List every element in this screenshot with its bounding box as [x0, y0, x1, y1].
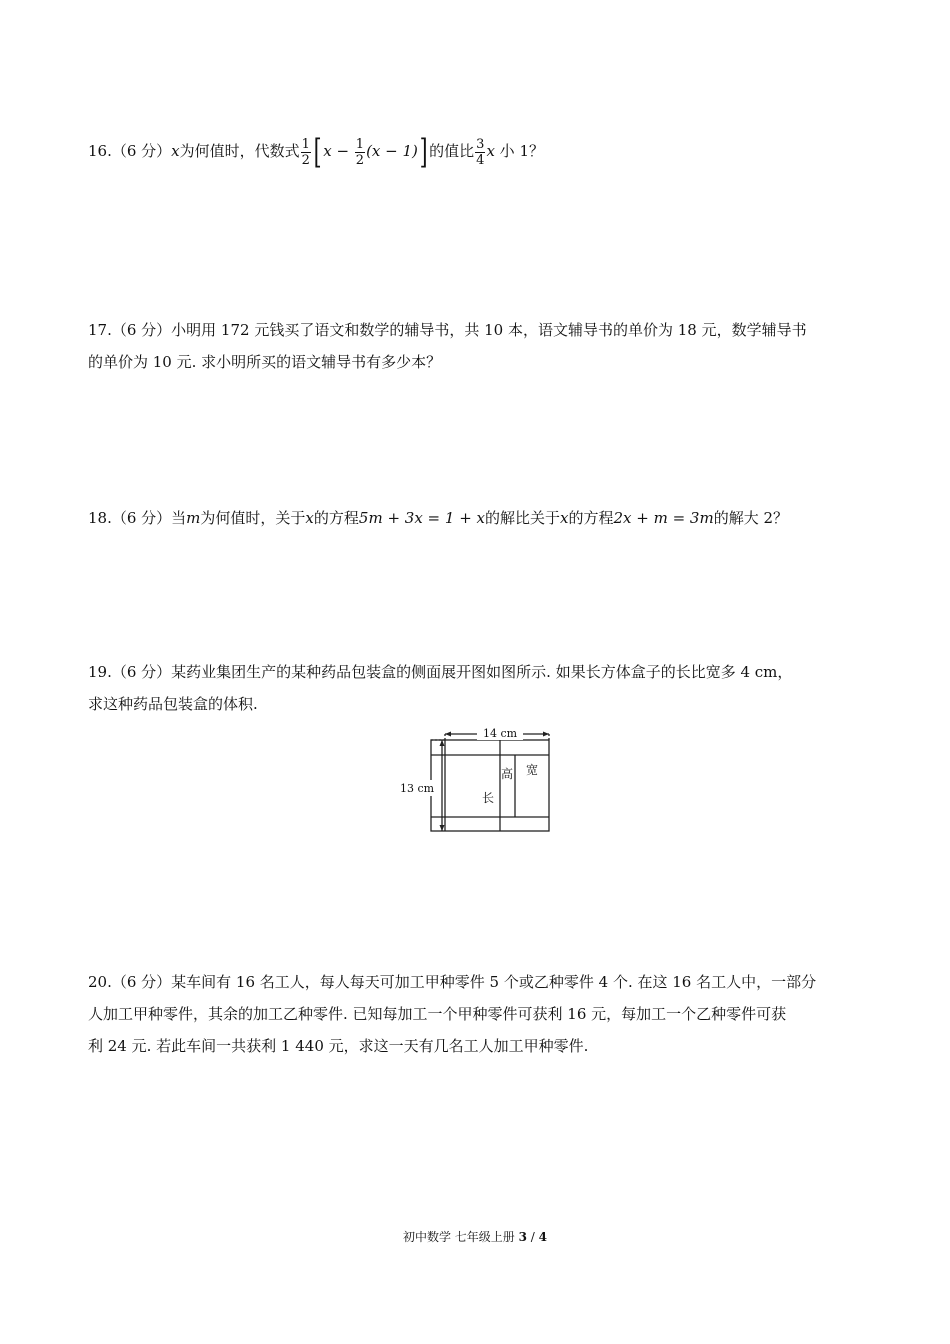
question-16-text: 16.（6 分）x为何值时，代数式 $\frac{1}{2}$ [ x − $\frac{1}{2}$ (x − 1)] 的值比 $\frac{3}{4}$ x 小 1？: [88, 132, 544, 172]
question-19-line-1: 19.（6 分）某药业集团生产的某种药品包装盒的侧面展开图如图所示. 如果长方体盒子的长比宽多 4 cm，: [88, 663, 793, 681]
footer-subject: 初中数学 七年级上册: [402, 1230, 515, 1244]
height-dimension-label: 13 cm: [399, 782, 435, 795]
equation-2: 2x + m = 3m: [613, 509, 714, 527]
footer-page-total: 4: [538, 1230, 548, 1244]
question-20: [88, 966, 868, 1062]
left-bracket: [: [313, 132, 322, 172]
question-20-line-3: 利 24 元. 若此车间一共获利 1 440 元，求这一天有几名工人加工甲种零件.: [88, 1037, 589, 1055]
question-20-line-1: 20.（6 分）某车间有 16 名工人，每人每天可加工甲种零件 5 个或乙种零件 4 个. 在这 16 名工人中，一部分: [88, 973, 817, 991]
question-17-line-2: 的单价为 10 元. 求小明所买的语文辅导书有多少本？: [88, 353, 442, 371]
question-17: [88, 314, 868, 378]
equation-1: 5m + 3x = 1 + x: [358, 509, 485, 527]
fraction-three-quarters: $\frac{3}{4}$: [476, 136, 485, 168]
question-18-text: 18.（6 分）当m为何值时，关于x的方程5m + 3x = 1 + x的解比关于x的方程2x + m = 3m的解大 2？: [88, 509, 789, 527]
question-20-line-2: 人加工甲种零件，其余的加工乙种零件. 已知每加工一个甲种零件可获利 16 元，每加工一个乙种零件可获: [88, 1005, 787, 1023]
question-16: [88, 132, 868, 172]
box-net-diagram: [395, 722, 555, 840]
width-dimension-label: 14 cm: [482, 727, 518, 740]
page-footer: 初中数学 七年级上册 3 / 4: [402, 1230, 548, 1244]
box-net-figure: [395, 722, 555, 840]
label-kuan: 宽: [525, 763, 539, 777]
label-gao: 高: [500, 767, 514, 781]
footer-page-number: 3: [518, 1230, 527, 1244]
question-18: [88, 502, 868, 534]
question-19-line-2: 求这种药品包装盒的体积.: [88, 695, 258, 713]
question-19: [88, 656, 868, 720]
right-bracket: ]: [419, 132, 428, 172]
fraction-half-2: $\frac{1}{2}$: [355, 136, 365, 168]
fraction-half: $\frac{1}{2}$: [301, 136, 310, 168]
label-chang: 长: [481, 791, 495, 805]
question-17-line-1: 17.（6 分）小明用 172 元钱买了语文和数学的辅导书，共 10 本，语文辅导书的单价为 18 元，数学辅导书: [88, 321, 807, 339]
